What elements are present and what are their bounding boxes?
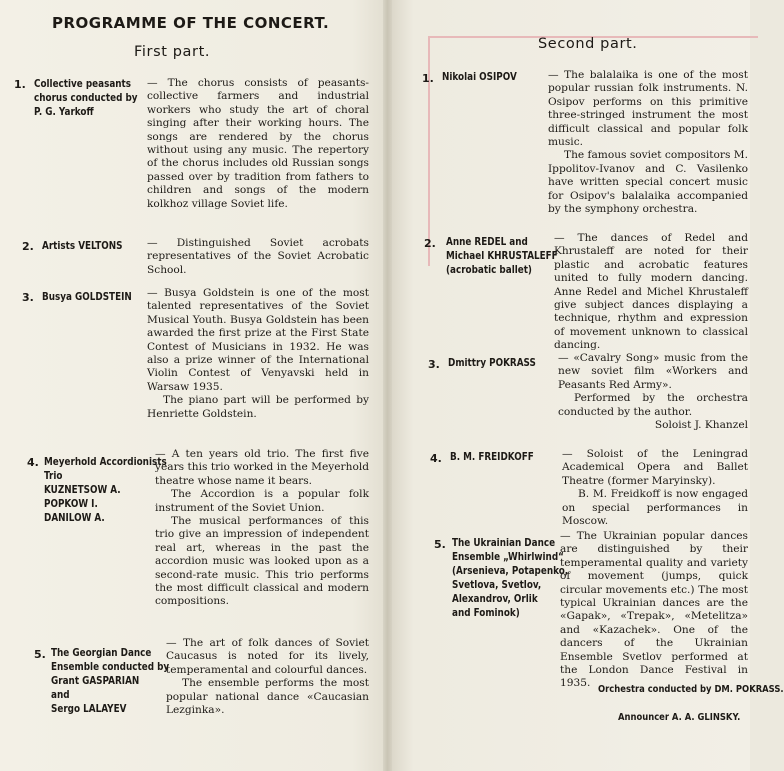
performer-name: Dmittry POKRASS — [448, 357, 536, 369]
page-fold — [383, 0, 392, 771]
item-description: — The chorus consists of peasants-collective farmers and industrial workers who study the art of choral singing after their working hours. The songs are rendered by the chorus without using any music. The repertory of the chorus includes old Russian songs passed over by tradition from fathers to children and songs of the modern kolkhoz village Soviet life. — [147, 77, 369, 210]
item-number: 3. — [428, 358, 440, 371]
programme-title: PROGRAMME OF THE CONCERT. — [52, 14, 330, 32]
item-number: 5. — [34, 648, 46, 661]
left-page — [0, 0, 383, 771]
performer-name: Meyerhold Accordionists Trio KUZNETSOW A. POPKOW I. DANILOW A. — [44, 456, 167, 524]
performer-name: Nikolai OSIPOV — [442, 71, 517, 83]
performer-name: B. M. FREIDKOFF — [450, 451, 534, 463]
right-page — [392, 0, 784, 771]
item-description: — The dances of Redel and Khrustaleff are noted for their plastic and acrobatic features united to fully modern dancing. Anne Redel and Michel Khrustaleff give subject dances displaying a technique, rhythm and expression of movement unknown to classical dancing. — [554, 232, 748, 352]
item-number: 3. — [22, 291, 34, 304]
item-number: 4. — [430, 452, 442, 465]
printed-frame-line — [428, 36, 430, 266]
item-number: 2. — [22, 240, 34, 253]
performer-name: Anne REDEL and Michael KHRUSTALEFF (acrobatic ballet) — [446, 236, 558, 276]
item-number: 5. — [434, 538, 446, 551]
announcer-credit: Announcer A. A. GLINSKY. — [618, 712, 741, 723]
item-description: — The balalaika is one of the most popular russian folk instruments. N. Osipov performs on this primitive three-stringed instrument the most difficult classical and popular folk music. The famous soviet compositors M. Ippolitov-Ivanov and C. Vasilenko have written special concert music for Osipov's balalaika accompanied by the symphony orchestra. — [548, 69, 748, 216]
item-description: — A ten years old trio. The first five years this trio worked in the Meyerhold theatre whose name it bears. The Accordion is a popular folk instrument of the Soviet Union. The musical performances of this trio give an impression of independent real art, whereas in the past the accordion music was looked upon as a second-rate music. This trio performs the most difficult classical and modern compositions. — [155, 448, 369, 608]
performer-name: Collective peasants chorus conducted by P. G. Yarkoff — [34, 78, 138, 118]
item-number: 2. — [424, 237, 436, 250]
first-part-heading: First part. — [134, 44, 211, 60]
performer-name: Busya GOLDSTEIN — [42, 291, 132, 303]
item-description: — «Cavalry Song» music from the new soviet film «Workers and Peasants Red Army». Performed by the orchestra conducted by the author. Soloist J. Khanzel — [558, 352, 748, 432]
item-description: — Busya Goldstein is one of the most talented representatives of the Soviet Musical Youth. Busya Goldstein has been awarded the first prize at the First State Contest of Musicians in 1932. He was also a prize winner of the International Violin Contest of Venyavski held in Warsaw 1935. The piano part will be performed by Henriette Goldstein. — [147, 287, 369, 420]
performer-name: Artists VELTONS — [42, 240, 123, 252]
item-description: — The art of folk dances of Soviet Caucasus is noted for its lively, temperamental and colourful dances. The ensemble performs the most popular national dance «Caucasian Lezginka». — [166, 637, 369, 717]
second-part-heading: Second part. — [538, 36, 638, 52]
item-number: 1. — [422, 72, 434, 85]
orchestra-credit: Orchestra conducted by DM. POKRASS. — [598, 684, 784, 695]
item-description: — Distinguished Soviet acrobats representatives of the Soviet Acrobatic School. — [147, 237, 369, 276]
performer-name: The Ukrainian Dance Ensemble „Whirlwind“ (Arsenieva, Potapenko, Svetlova, Svetlov, Alexandrov, Orlik and Fominok) — [452, 537, 569, 619]
item-number: 4. — [27, 456, 39, 469]
item-number: 1. — [14, 78, 26, 91]
item-description: — Soloist of the Leningrad Academical Opera and Ballet Theatre (former Maryinsky). B. M. Freidkoff is now engaged on special performances in Moscow. — [562, 448, 748, 528]
item-description: — The Ukrainian popular dances are distinguished by their temperamental quality and variety of movement (jumps, quick circular movements etc.) The most typical Ukrainian dances are the «Gapak», «Trepak», «Metelitza» and «Kazachek». One of the dancers of the Ukrainian Ensemble Svetlov performed at the London Dance Festival in 1935. — [560, 530, 748, 690]
performer-name: The Georgian Dance Ensemble conducted by Grant GASPARIAN and Sergo LALAYEV — [51, 647, 170, 715]
